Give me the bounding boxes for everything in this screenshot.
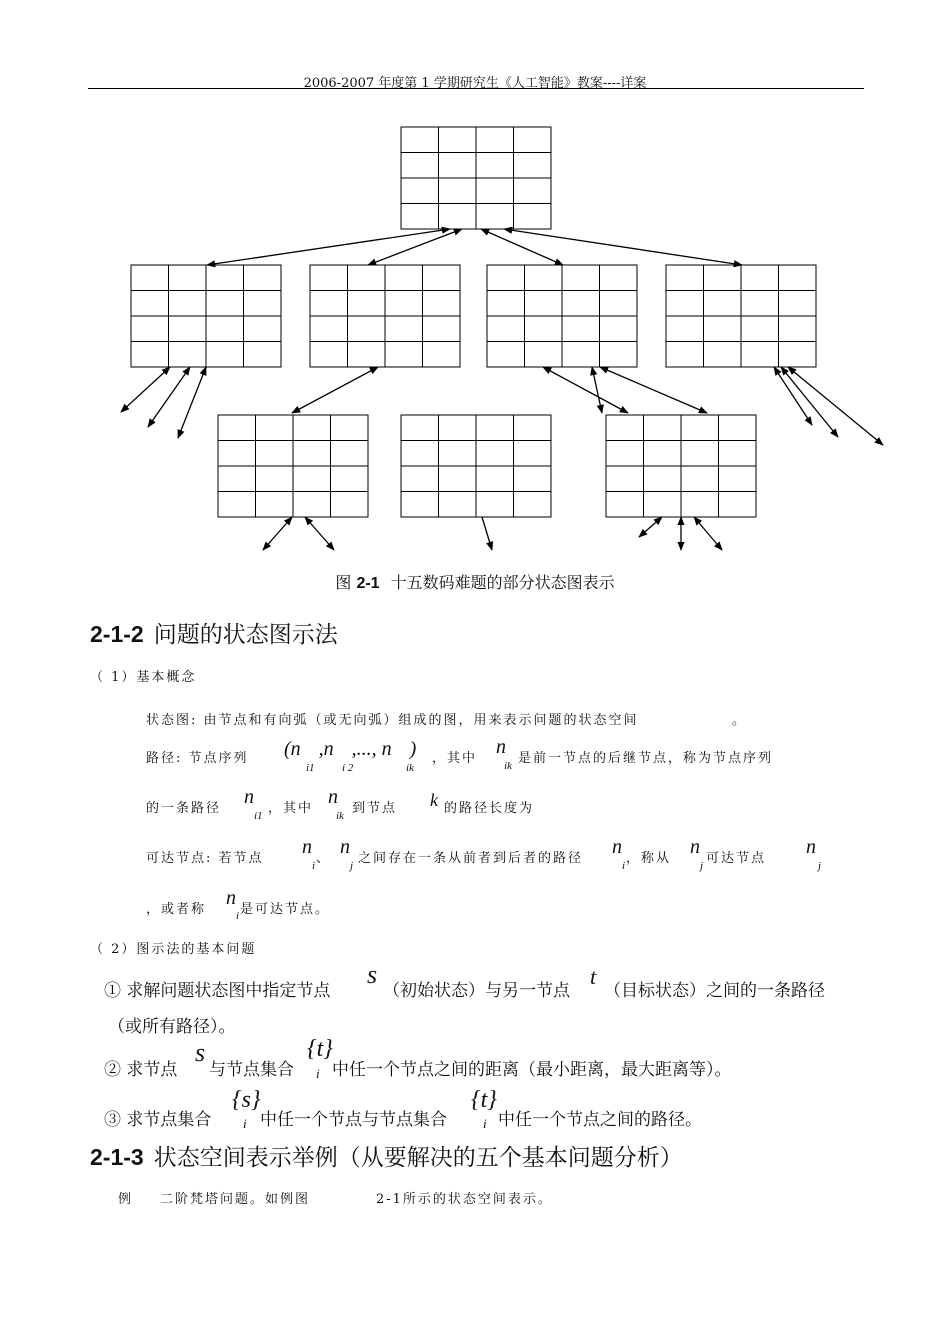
question-3: ③ 求节点集合 <box>104 1110 212 1130</box>
subscript: i <box>236 910 240 922</box>
board-cell <box>331 466 369 492</box>
n-symbol: n <box>690 836 700 858</box>
state-arc <box>592 367 602 413</box>
board-cell <box>487 316 525 342</box>
state-arc <box>292 367 378 413</box>
n-symbol: n <box>612 836 622 858</box>
board-cell <box>704 316 742 342</box>
board-cell <box>331 415 369 441</box>
board-cell <box>600 265 638 291</box>
n-symbol: n <box>302 836 312 858</box>
board-cell <box>244 265 282 291</box>
board-cell <box>423 342 461 368</box>
subscript: i <box>316 1066 320 1081</box>
state-arc <box>781 367 838 437</box>
board-cell <box>525 265 563 291</box>
question-1-text: （初始状态）与另一节点 <box>383 981 570 1001</box>
board-cell <box>476 441 514 467</box>
separator: 、 <box>316 851 332 866</box>
board-cell <box>256 415 294 441</box>
figure-caption-text: 十五数码难题的部分状态图表示 <box>390 573 615 592</box>
list-marker: ② <box>104 1060 121 1080</box>
board-cell <box>244 342 282 368</box>
question-3-text: 中任一个节点之间的路径。 <box>498 1110 702 1130</box>
board-cell <box>131 265 169 291</box>
board-cell <box>779 342 817 368</box>
board-cell <box>385 291 423 317</box>
board-cell <box>401 178 439 204</box>
board-cell <box>514 492 552 518</box>
board-cell <box>401 204 439 230</box>
reachable-text: 可达节点 <box>706 851 767 866</box>
set-symbol: {s} <box>232 1087 261 1113</box>
board-cell <box>293 415 331 441</box>
board-cell <box>131 316 169 342</box>
question-1-line2: （或所有路径）。 <box>108 1017 236 1037</box>
board-cell <box>218 415 256 441</box>
board-cell <box>331 441 369 467</box>
board-cell <box>644 492 682 518</box>
board-cell <box>562 342 600 368</box>
board-cell <box>779 316 817 342</box>
board-cell <box>476 127 514 153</box>
board-cell <box>719 492 757 518</box>
board-cell <box>514 153 552 179</box>
board-cell <box>514 204 552 230</box>
subscript: i <box>483 1116 487 1131</box>
subscript: i1 <box>306 762 315 774</box>
board-cell <box>439 441 477 467</box>
state-board <box>666 265 816 367</box>
page-header: 2006-2007 年度第 1 学期研究生《人工智能》教案----详案 <box>303 76 647 91</box>
n-symbol: n <box>496 736 506 758</box>
reachable-text: 之间存在一条从前者到后者的路径 <box>358 851 584 866</box>
board-cell <box>169 316 207 342</box>
board-cell <box>206 291 244 317</box>
figure-label: 图 <box>335 573 352 592</box>
board-cell <box>310 291 348 317</box>
term-label: 状态图: <box>146 713 198 728</box>
n-symbol: n <box>340 836 350 858</box>
board-cell <box>385 316 423 342</box>
state-boards <box>131 127 816 517</box>
board-cell <box>514 441 552 467</box>
figure-number: 2-1 <box>356 575 380 592</box>
board-cell <box>401 441 439 467</box>
board-cell <box>256 441 294 467</box>
section-number: 2-1-3 <box>90 1144 144 1170</box>
board-cell <box>644 441 682 467</box>
board-cell <box>666 265 704 291</box>
path-term <box>146 747 249 766</box>
board-cell <box>423 316 461 342</box>
board-cell <box>256 466 294 492</box>
board-cell <box>525 291 563 317</box>
path-text: 的一条路径 <box>146 801 222 816</box>
board-cell <box>741 342 779 368</box>
board-cell <box>476 415 514 441</box>
board-cell <box>256 492 294 518</box>
question-2-text: 中任一个节点之间的距离（最小距离，最大距离等）。 <box>332 1060 732 1080</box>
board-cell <box>704 265 742 291</box>
board-cell <box>169 291 207 317</box>
t-symbol: t <box>590 964 597 989</box>
subscript: j <box>818 860 822 872</box>
board-cell <box>644 415 682 441</box>
list-marker: ③ <box>104 1110 121 1130</box>
state-arc <box>694 517 722 550</box>
board-cell <box>401 153 439 179</box>
board-cell <box>600 342 638 368</box>
subscript: i 2 <box>342 762 354 774</box>
set-symbol: {t} <box>471 1087 497 1113</box>
board-cell <box>439 204 477 230</box>
board-cell <box>385 342 423 368</box>
board-cell <box>439 492 477 518</box>
board-cell <box>348 265 386 291</box>
state-arc <box>263 517 292 550</box>
definition-text: 节点序列 <box>188 751 249 766</box>
board-cell <box>779 265 817 291</box>
part2-heading: （ 2）图示法的基本问题 <box>90 942 257 957</box>
board-cell <box>206 342 244 368</box>
board-cell <box>741 265 779 291</box>
board-cell <box>476 204 514 230</box>
board-cell <box>244 316 282 342</box>
board-cell <box>600 316 638 342</box>
k-symbol: k <box>430 790 438 810</box>
subscript: i <box>622 860 626 872</box>
board-cell <box>310 316 348 342</box>
n-symbol: n <box>226 887 236 909</box>
board-cell <box>439 178 477 204</box>
board-cell <box>476 178 514 204</box>
board-cell <box>401 127 439 153</box>
board-cell <box>439 127 477 153</box>
board-cell <box>487 291 525 317</box>
subscript: i <box>312 860 316 872</box>
board-cell <box>423 265 461 291</box>
subscript: j <box>350 860 354 872</box>
definition-end: 。 <box>732 713 748 728</box>
board-cell <box>741 316 779 342</box>
board-cell <box>218 441 256 467</box>
state-board <box>218 415 368 517</box>
term-label: 可达节点: <box>146 851 213 866</box>
example-text: 2-1所示的状态空间表示。 <box>376 1192 553 1207</box>
board-cell <box>719 441 757 467</box>
board-cell <box>401 415 439 441</box>
board-cell <box>666 291 704 317</box>
board-cell <box>514 178 552 204</box>
board-cell <box>348 291 386 317</box>
board-cell <box>218 466 256 492</box>
question-2-text: 与节点集合 <box>209 1060 294 1080</box>
board-cell <box>331 492 369 518</box>
board-cell <box>439 415 477 441</box>
path-text: ，其中 <box>432 751 478 766</box>
board-cell <box>681 415 719 441</box>
section-heading-2-1-2 <box>90 616 338 649</box>
board-cell <box>719 466 757 492</box>
board-cell <box>681 466 719 492</box>
subscript: ik <box>406 762 414 774</box>
reachable-term <box>146 847 264 866</box>
board-cell <box>514 466 552 492</box>
state-arc <box>639 517 662 537</box>
term-label: 路径: <box>146 751 183 766</box>
s-symbol: s <box>195 1038 206 1067</box>
set-symbol: {t} <box>307 1036 333 1062</box>
state-arc <box>481 229 563 265</box>
board-cell <box>131 291 169 317</box>
board-cell <box>244 291 282 317</box>
state-arc <box>774 367 812 425</box>
n-symbol: n <box>328 786 338 808</box>
subscript: j <box>700 860 704 872</box>
section-title: 状态空间表示举例（从要解决的五个基本问题分析） <box>153 1145 683 1171</box>
board-cell <box>401 466 439 492</box>
board-cell <box>681 492 719 518</box>
example-label: 例 <box>118 1192 134 1207</box>
board-cell <box>779 291 817 317</box>
board-cell <box>704 291 742 317</box>
example-text: 二阶梵塔问题。如例图 <box>160 1192 311 1207</box>
board-cell <box>439 466 477 492</box>
state-board <box>606 415 756 517</box>
board-cell <box>681 441 719 467</box>
board-cell <box>606 466 644 492</box>
board-cell <box>562 265 600 291</box>
state-board <box>401 127 551 229</box>
state-board <box>401 415 551 517</box>
board-cell <box>562 316 600 342</box>
board-cell <box>525 342 563 368</box>
board-cell <box>606 492 644 518</box>
state-arc <box>504 229 742 265</box>
state-arc <box>305 517 334 550</box>
s-symbol: s <box>367 960 378 989</box>
definition-text: 由节点和有向弧（或无向弧）组成的图，用来表示问题的状态空间 <box>203 713 639 728</box>
board-cell <box>666 316 704 342</box>
list-marker: ① <box>104 981 121 1001</box>
reachable-text: ，称从 <box>626 851 672 866</box>
board-cell <box>169 342 207 368</box>
board-cell <box>719 415 757 441</box>
board-cell <box>206 316 244 342</box>
board-cell <box>600 291 638 317</box>
board-cell <box>606 415 644 441</box>
board-cell <box>514 127 552 153</box>
subscript: i <box>243 1116 247 1131</box>
board-cell <box>348 342 386 368</box>
state-graph-diagram <box>0 0 950 600</box>
board-cell <box>476 492 514 518</box>
board-cell <box>514 415 552 441</box>
board-cell <box>293 466 331 492</box>
section-number: 2-1-2 <box>90 621 144 647</box>
board-cell <box>293 492 331 518</box>
board-cell <box>401 492 439 518</box>
n-symbol: n <box>806 836 816 858</box>
board-cell <box>293 441 331 467</box>
state-board <box>310 265 460 367</box>
subscript: i1 <box>254 810 263 822</box>
board-cell <box>562 291 600 317</box>
board-cell <box>525 316 563 342</box>
state-board <box>131 265 281 367</box>
board-cell <box>704 342 742 368</box>
board-cell <box>385 265 423 291</box>
n-symbol: n <box>244 786 254 808</box>
path-sequence: (n ,n ,..., n ) <box>284 738 417 760</box>
subscript: ik <box>336 810 344 822</box>
section-heading-2-1-3 <box>90 1139 683 1172</box>
reachable-text: ，或者称 <box>146 902 207 917</box>
board-cell <box>310 342 348 368</box>
board-cell <box>741 291 779 317</box>
board-cell <box>476 466 514 492</box>
board-cell <box>487 265 525 291</box>
figure-caption <box>0 570 950 593</box>
board-cell <box>310 265 348 291</box>
question-1: ① 求解问题状态图中指定节点 <box>104 981 331 1001</box>
board-cell <box>476 153 514 179</box>
board-cell <box>606 441 644 467</box>
path-text: 的路径长度为 <box>444 801 535 816</box>
board-cell <box>218 492 256 518</box>
board-cell <box>439 153 477 179</box>
board-cell <box>131 342 169 368</box>
reachable-text: 是可达节点。 <box>240 902 331 917</box>
board-cell <box>423 291 461 317</box>
board-cell <box>666 342 704 368</box>
definition-text: 若节点 <box>218 851 264 866</box>
board-cell <box>169 265 207 291</box>
question-1-text: （目标状态）之间的一条路径 <box>604 981 825 1001</box>
state-arc <box>148 367 190 427</box>
board-cell <box>487 342 525 368</box>
path-text: 到节点 <box>352 801 398 816</box>
state-board <box>487 265 637 367</box>
state-arcs <box>121 229 883 550</box>
board-cell <box>348 316 386 342</box>
subscript: ik <box>504 760 512 772</box>
part1-heading: （ 1）基本概念 <box>90 670 197 685</box>
question-2: ② 求节点 <box>104 1060 178 1080</box>
state-arc <box>482 517 492 550</box>
state-graph-definition <box>146 709 639 728</box>
question-3-text: 中任一个节点与节点集合 <box>260 1110 447 1130</box>
path-text: ，其中 <box>268 801 314 816</box>
path-text: 是前一节点的后继节点，称为节点序列 <box>518 751 774 766</box>
board-cell <box>206 265 244 291</box>
board-cell <box>644 466 682 492</box>
section-title: 问题的状态图示法 <box>153 622 338 648</box>
